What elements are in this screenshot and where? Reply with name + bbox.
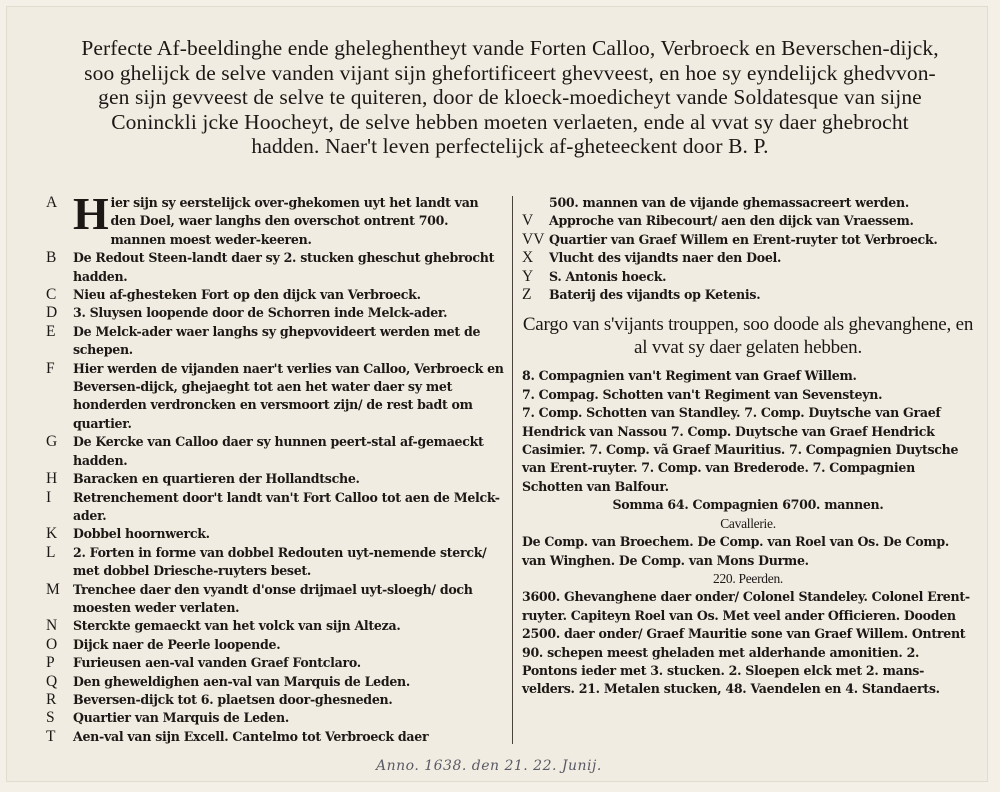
column-divider	[512, 196, 513, 744]
legend-text: Baterij des vijandts op Ketenis.	[549, 287, 761, 303]
legend-key: V	[522, 212, 534, 230]
legend-entry	[46, 617, 504, 635]
legend-text	[73, 188, 504, 249]
legend-entry	[46, 673, 504, 691]
legend-entry	[522, 249, 974, 267]
legend-text: Sterckte gemaeckt van het volck van sijn Alteza.	[73, 618, 401, 634]
drop-cap: H	[73, 188, 109, 239]
legend-text: Vlucht des vijandts naer den Doel.	[549, 250, 782, 266]
legend-text: De Kercke van Calloo daer sy hunnen peert-stal af-gemaeckt hadden.	[73, 434, 484, 468]
legend-key: E	[46, 322, 56, 340]
legend-key: VV	[522, 230, 545, 248]
legend-left-column	[46, 188, 504, 746]
legend-key: X	[522, 249, 534, 267]
title-block	[50, 36, 970, 159]
legend-entry	[522, 268, 974, 286]
legend-entry	[46, 525, 504, 543]
print-sheet	[6, 6, 988, 782]
legend-entry	[46, 433, 504, 470]
legend-entry	[46, 581, 504, 618]
legend-entry	[522, 231, 974, 249]
legend-text: Quartier van Graef Willem en Erent-ruyter tot Verbroeck.	[549, 231, 938, 247]
legend-key: S	[46, 709, 55, 727]
legend-text: De Melck-ader waer langhs sy ghepvovideert werden met de schepen.	[73, 323, 481, 358]
legend-text: Nieu af-ghesteken Fort op den dijck van Verbroeck.	[73, 287, 421, 303]
legend-key: D	[46, 304, 58, 322]
legend-key: Z	[522, 286, 532, 304]
title-line: gen sijn gevveest de selve te quiteren, door de kloeck-moedicheyt vande Soldatesque van sijne	[98, 85, 922, 109]
legend-key: N	[46, 617, 58, 635]
legend-key: F	[46, 359, 55, 377]
legend-text: De Redout Steen-landt daer sy 2. stucken gheschut ghebrocht hadden.	[73, 250, 495, 284]
legend-entry	[46, 323, 504, 360]
legend-text: S. Antonis hoeck.	[549, 268, 667, 284]
legend-key: T	[46, 727, 56, 745]
cargo-line: 8. Compagnien van't Regiment van Graef Willem.	[522, 368, 857, 384]
legend-text: 3. Sluysen loopende door de Schorren inde Melck-ader.	[73, 305, 448, 321]
legend-entry	[46, 188, 504, 249]
legend-entry	[46, 654, 504, 672]
legend-text: Approche van Ribecourt/ aen den dijck van Vraessem.	[549, 213, 914, 229]
legend-text: Retrenchement door't landt van't Fort Calloo tot aen de Melck-ader.	[73, 489, 500, 523]
legend-key: L	[46, 543, 56, 561]
cargo-heading: Cargo van s'vijants trouppen, soo doode als ghevanghene, en al vvat sy daer gelaten hebben.	[522, 314, 974, 358]
cavallerie-list: De Comp. van Broechem. De Comp. van Roel van Os. De Comp. van Winghen. De Comp. van Mons Durme.	[522, 534, 949, 568]
legend-key: Y	[522, 267, 534, 285]
legend-text: Baracken en quartieren der Hollandtsche.	[73, 471, 360, 487]
legend-text: Den gheweldighen aen-val van Marquis de Leden.	[73, 673, 410, 689]
legend-key: C	[46, 286, 57, 304]
legend-entry	[522, 212, 974, 230]
legend-entry	[46, 360, 504, 434]
legend-entry	[46, 728, 504, 746]
legend-text-body: ier sijn sy eerstelijck over-ghekomen uyt het landt van den Doel, waer langhs den overschot ontrent 700. mannen moest weder-keeren.	[110, 195, 479, 247]
legend-key: K	[46, 525, 58, 543]
cargo-somma: Somma 64. Compagnien 6700. mannen.	[612, 497, 884, 513]
title-line: Coninckli jcke Hoocheyt, de selve hebben moeten verlaeten, ende al vvat sy daer ghebrocht	[111, 109, 909, 134]
legend-key: Q	[46, 672, 58, 690]
legend-key: O	[46, 635, 58, 653]
cavallerie-heading: Cavallerie.	[720, 515, 776, 531]
legend-entry	[46, 249, 504, 286]
legend-key: G	[46, 433, 58, 451]
legend-key: M	[46, 580, 60, 598]
title-line: hadden. Naer't leven perfectelijck af-gheteeckent door B. P.	[251, 134, 769, 158]
legend-key: R	[46, 690, 57, 708]
legend-text: Furieusen aen-val vanden Graef Fontclaro.	[73, 655, 361, 671]
legend-key: H	[46, 470, 58, 488]
legend-text: 2. Forten in forme van dobbel Redouten uyt-nemende sterck/ met dobbel Driesche-ruyters beset.	[73, 544, 487, 579]
legend-text: Beversen-dijck tot 6. plaetsen door-ghesneden.	[73, 691, 393, 707]
legend-entry	[46, 544, 504, 581]
legend-text: Trenchee daer den vyandt d'onse drijmael uyt-sloegh/ doch moesten weder verlaten.	[73, 581, 473, 615]
legend-key: P	[46, 654, 55, 672]
legend-text: Quartier van Marquis de Leden.	[73, 710, 289, 726]
legend-entry	[46, 709, 504, 727]
legend-text: Dobbel hoornwerck.	[73, 526, 210, 542]
legend-entry	[522, 286, 974, 304]
legend-text: 500. mannen van de vijande ghemassacreert werden.	[549, 195, 909, 210]
legend-continuation	[522, 194, 974, 212]
handwritten-inscription: Anno. 1638. den 21. 22. Junij.	[376, 758, 602, 774]
legend-entry	[46, 304, 504, 322]
legend-key: I	[46, 488, 52, 506]
peerden-count: 220. Peerden.	[713, 570, 783, 586]
legend-entry	[46, 636, 504, 654]
legend-text: Hier werden de vijanden naer't verlies van Calloo, Verbroeck en Beversen-dijck, ghejaeght tot aen het water daer sy met honderden verdroncken en versmoort zijn/ de rest badt om quartier.	[73, 360, 504, 431]
cargo-line: 7. Compag. Schotten van't Regiment van Sevensteyn.	[522, 386, 883, 402]
title-line: soo ghelijck de selve vanden vijant sijn ghefortificeert ghevveest, en hoe sy eyndelijck ghedvvon-	[84, 60, 936, 85]
cargo-line: 7. Comp. Schotten van Standley. 7. Comp. Duytsche van Graef Hendrick van Nassou 7. Comp. Duytsche van Graef Hendrick Casimier. 7. Comp. vã Graef Mauritius. 7. Compagnien Duytsche van Erent-ruyter. 7. Comp. van Brederode. 7. Compagnien Schotten van Balfour.	[522, 405, 959, 494]
legend-key: B	[46, 249, 57, 267]
legend-entry	[46, 489, 504, 526]
title-line: Perfecte Af-beeldinghe ende gheleghentheyt vande Forten Calloo, Verbroeck en Beverschen-dijck,	[81, 36, 939, 60]
cargo-closing: 3600. Ghevanghene daer onder/ Colonel Standeley. Colonel Erent-ruyter. Capiteyn Roel van Os. Met veel ander Officieren. Dooden 2500. daer onder/ Graef Mauritie sone van Graef Willem. Ontrent 90. schepen meest gheladen met alderhande amonitien. 2. Pontons ieder met 3. stucken. 2. Sloepen elck met 2. mans-velders. 21. Metalen stucken, 48. Vaendelen en 4. Standaerts.	[522, 589, 970, 697]
legend-key: A	[46, 194, 58, 211]
legend-entry	[46, 470, 504, 488]
legend-entry	[46, 286, 504, 304]
legend-text: Dijck naer de Peerle loopende.	[73, 636, 281, 652]
legend-text: Aen-val van sijn Excell. Cantelmo tot Verbroeck daer	[73, 728, 429, 744]
legend-right-column	[522, 194, 974, 699]
legend-entry	[46, 691, 504, 709]
